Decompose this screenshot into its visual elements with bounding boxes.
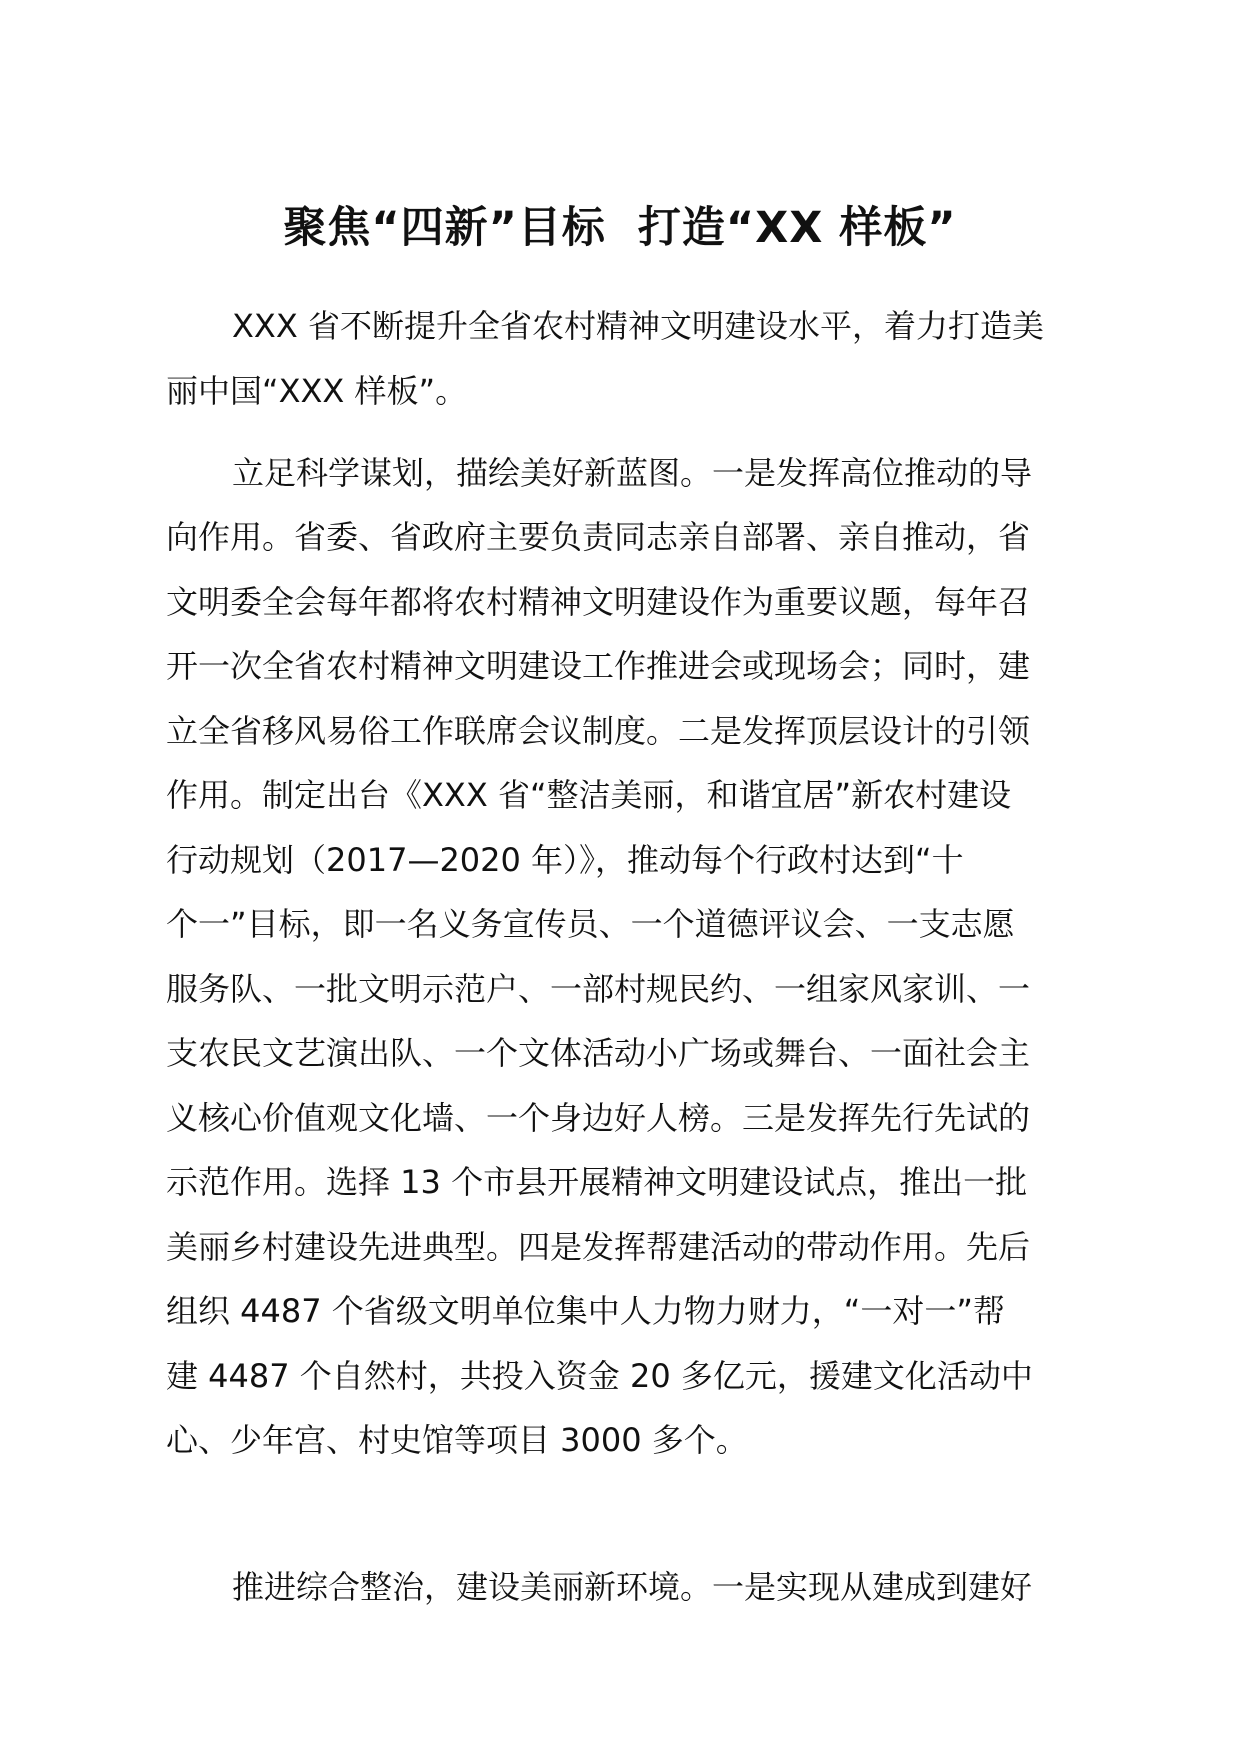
paragraph-line: 美丽乡村建设先进典型。四是发挥帮建活动的带动作用。先后 <box>166 1228 1031 1266</box>
paragraph-line: 示范作用。选择 13 个市县开展精神文明建设试点，推出一批 <box>166 1163 1028 1201</box>
paragraph-line: 义核心价值观文化墙、一个身边好人榜。三是发挥先行先试的 <box>166 1099 1031 1137</box>
paragraph-line: 组织 4487 个省级文明单位集中人力物力财力，“一对一”帮 <box>166 1292 1005 1330</box>
paragraph-line: 作用。制定出台《XXX 省“整洁美丽，和谐宜居”新农村建设 <box>166 776 1012 814</box>
paragraph-line: 个一”目标，即一名义务宣传员、一个道德评议会、一支志愿 <box>166 905 1015 943</box>
paragraph-line: 开一次全省农村精神文明建设工作推进会或现场会；同时，建 <box>166 647 1031 685</box>
paragraph-line: 推进综合整治，建设美丽新环境。一是实现从建成到建好 <box>232 1568 1033 1606</box>
paragraph-line: 心、少年宫、村史馆等项目 3000 多个。 <box>166 1421 748 1459</box>
document-title: 聚焦“四新”目标 打造“XX 样板” <box>283 203 957 253</box>
paragraph-line: 建 4487 个自然村，共投入资金 20 多亿元，援建文化活动中 <box>166 1357 1033 1395</box>
paragraph-line: 支农民文艺演出队、一个文体活动小广场或舞台、一面社会主 <box>166 1034 1031 1072</box>
paragraph-line: 文明委全会每年都将农村精神文明建设作为重要议题，每年召 <box>166 583 1031 621</box>
paragraph-line: 立足科学谋划，描绘美好新蓝图。一是发挥高位推动的导 <box>232 454 1033 492</box>
paragraph-line: 丽中国“XXX 样板”。 <box>166 372 468 410</box>
paragraph-line: 服务队、一批文明示范户、一部村规民约、一组家风家训、一 <box>166 970 1031 1008</box>
paragraph-line: 行动规划（2017—2020 年）》，推动每个行政村达到“十 <box>166 841 964 879</box>
paragraph-line: 向作用。省委、省政府主要负责同志亲自部署、亲自推动，省 <box>166 518 1031 556</box>
paragraph-line: XXX 省不断提升全省农村精神文明建设水平，着力打造美 <box>232 307 1044 345</box>
paragraph-line: 立全省移风易俗工作联席会议制度。二是发挥顶层设计的引领 <box>166 712 1031 750</box>
